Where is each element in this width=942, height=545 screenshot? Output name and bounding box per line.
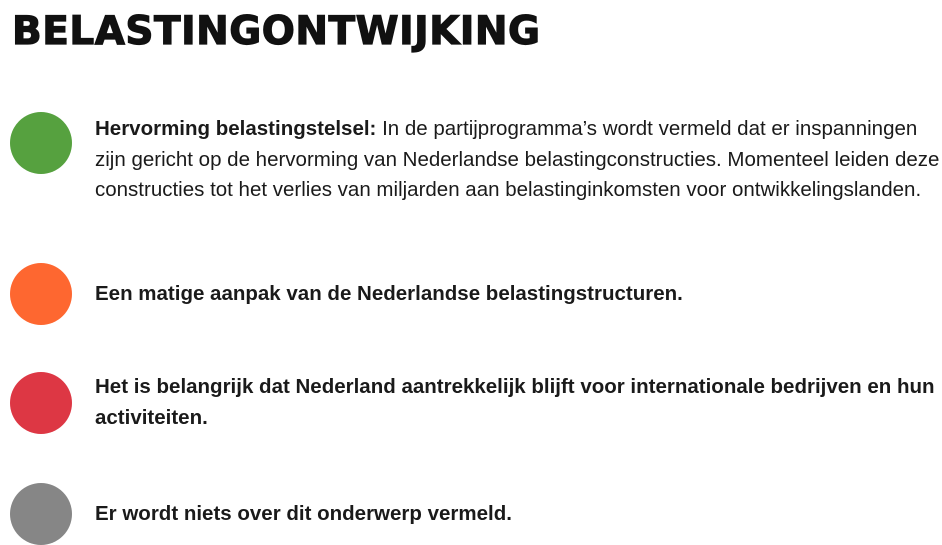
item-text: Het is belangrijk dat Nederland aantrekkelijk blijft voor internationale bedrijven en hun activiteiten. (95, 375, 935, 429)
orange-status-dot (10, 263, 72, 325)
red-status-dot (10, 372, 72, 434)
green-status-dot (10, 112, 72, 174)
item-text: In de partijprogramma’s wordt vermeld dat er inspanningen zijn gericht op de hervorming van Nederlandse belastingconstructies. Momenteel leiden deze constructies tot het verlies van miljarden aan belastinginkomsten voor ontwikkelingslanden. (95, 117, 940, 201)
item-lead: Hervorming belastingstelsel: (95, 117, 377, 140)
gray-status-dot (10, 483, 72, 545)
item-text: Een matige aanpak van de Nederlandse belastingstructuren. (95, 282, 683, 305)
page-title: BELASTINGONTWIJKING (12, 9, 541, 54)
item-description (95, 114, 940, 206)
item-text: Er wordt niets over dit onderwerp vermeld. (95, 502, 512, 525)
